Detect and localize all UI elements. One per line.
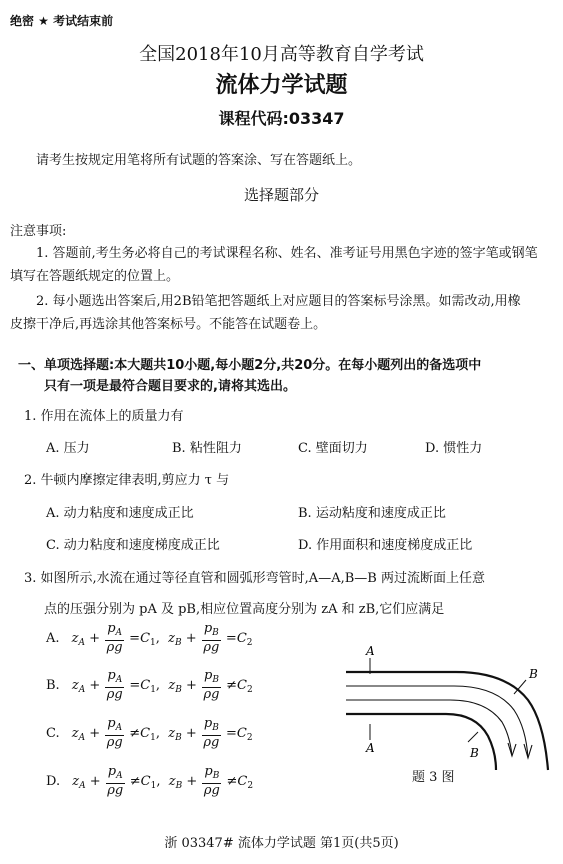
q2-option-a: A. 动力粘度和速度成正比: [46, 506, 194, 521]
part1-heading: 一、单项选择题:本大题共10小题,每小题2分,共20分。在每小题列出的备选项中: [18, 358, 482, 373]
q2-option-b: B. 运动粘度和速度成正比: [298, 506, 446, 521]
q3-option-c: C. $z_A$ + $\frac{p_A}{\rho g}$ $\ne C_1$, $z_B$ + $\frac{p_B}{\rho g}$ $=C_2$: [46, 716, 253, 750]
label-b-bottom: B: [470, 746, 479, 760]
notes-item-1: 1. 答题前,考生务必将自己的考试课程名称、姓名、准考证号用黑色字迹的签字笔或钢笔: [36, 246, 538, 261]
page-footer: 浙 03347# 流体力学试题 第1页(共5页): [164, 836, 399, 851]
option-letter: A.: [46, 631, 60, 646]
q3-option-a: A. $z_A$ + $\frac{p_A}{\rho g}$ $=C_1$, $z_B$ + $\frac{p_B}{\rho g}$ $=C_2$: [46, 621, 253, 655]
operator: =: [225, 631, 237, 646]
operator: ≠: [226, 678, 237, 693]
q1-option-b: B. 粘性阻力: [172, 441, 242, 456]
option-letter: B.: [46, 678, 60, 693]
label-a-top: A: [366, 644, 375, 658]
q1-option-a: A. 压力: [46, 441, 90, 456]
notes-item-1-cont: 填写在答题纸规定的位置上。: [10, 269, 180, 284]
label-b-top: B: [529, 667, 538, 681]
q1-option-d: D. 惯性力: [425, 441, 483, 456]
operator: =: [129, 631, 141, 646]
section-b-mark-bottom: [468, 732, 478, 742]
notes-item-2-cont: 皮擦干净后,再选涂其他答案标号。不能答在试题卷上。: [10, 317, 327, 332]
notes-heading: 注意事项:: [10, 224, 67, 239]
part1-heading-cont: 只有一项是最符合题目要求的,请将其选出。: [44, 379, 296, 394]
q3-stem-2: 点的压强分别为 pA 及 pB,相应位置高度分别为 zA 和 zB,它们应满足: [44, 602, 445, 617]
option-letter: D.: [46, 774, 61, 789]
operator: ≠: [129, 774, 141, 789]
secret-label: 绝密 ★ 考试结束前: [10, 14, 114, 28]
q3-option-d: D. $z_A$ + $\frac{p_A}{\rho g}$ $\ne C_1$, $z_B$ + $\frac{p_B}{\rho g}$ $\ne C_2$: [46, 764, 254, 798]
figure-caption: 题 3 图: [412, 770, 455, 785]
operator: =: [226, 726, 237, 741]
operator: ≠: [129, 726, 141, 741]
q1-stem: 1. 作用在流体上的质量力有: [24, 409, 184, 424]
exam-title: 全国2018年10月高等教育自学考试: [139, 44, 424, 65]
instruction: 请考生按规定用笔将所有试题的答案涂、写在答题纸上。: [36, 153, 362, 168]
operator: ≠: [226, 774, 238, 789]
q3-option-b: B. $z_A$ + $\frac{p_A}{\rho g}$ $=C_1$, $z_B$ + $\frac{p_B}{\rho g}$ $\ne C_2$: [46, 668, 253, 702]
q2-option-c: C. 动力粘度和速度梯度成正比: [46, 538, 220, 553]
pipe-bend-figure: [336, 640, 558, 775]
q1-option-c: C. 壁面切力: [298, 441, 368, 456]
q2-stem: 2. 牛顿内摩擦定律表明,剪应力 τ 与: [24, 473, 230, 488]
option-letter: C.: [46, 726, 60, 741]
subject-title: 流体力学试题: [215, 73, 348, 98]
operator: =: [129, 678, 141, 693]
notes-item-2: 2. 每小题选出答案后,用2B铅笔把答题纸上对应题目的答案标号涂黑。如需改动,用橡: [36, 294, 521, 309]
section-title: 选择题部分: [243, 186, 319, 204]
label-a-bottom: A: [366, 741, 375, 755]
pipe-outer-wall: [346, 672, 548, 770]
course-code: 课程代码:03347: [218, 109, 345, 128]
q3-stem-1: 3. 如图所示,水流在通过等径直管和圆弧形弯管时,A—A,B—B 两过流断面上任意: [24, 571, 485, 586]
q2-option-d: D. 作用面积和速度梯度成正比: [298, 538, 473, 553]
